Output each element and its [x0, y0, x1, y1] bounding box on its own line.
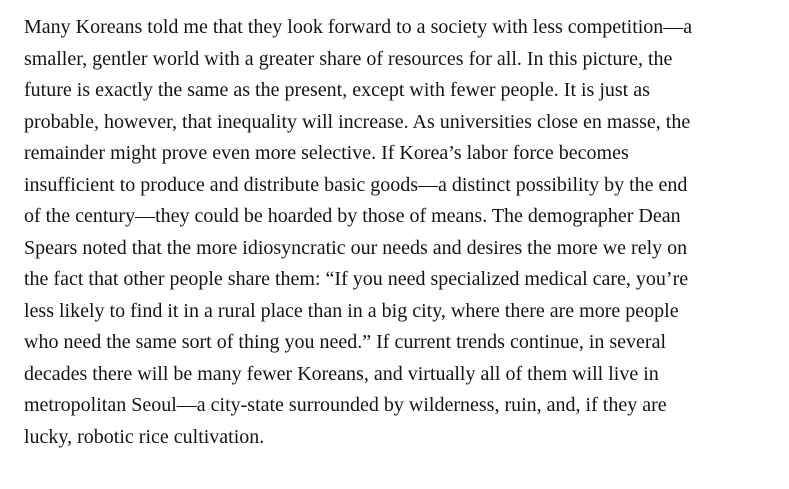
paragraph-line: decades there will be many fewer Koreans, and virtually all of them will live in: [24, 362, 659, 385]
article-paragraph: [24, 12, 769, 453]
paragraph-line: Spears noted that the more idiosyncratic our needs and desires the more we rely on: [24, 236, 688, 259]
paragraph-line: probable, however, that inequality will increase. As universities close en masse, the: [24, 110, 691, 133]
paragraph-line: remainder might prove even more selective. If Korea’s labor force becomes: [24, 142, 629, 164]
paragraph-line: future is exactly the same as the present, except with fewer people. It is just as: [24, 79, 650, 101]
paragraph-line: Many Koreans told me that they look forward to a society with less competition—a: [24, 16, 693, 38]
paragraph-line: lucky, robotic rice cultivation.: [24, 425, 265, 448]
paragraph-line: who need the same sort of thing you need.” If current trends continue, in several: [24, 331, 667, 353]
article-body: [24, 12, 769, 453]
paragraph-line: the fact that other people share them: “If you need specialized medical care, you’re: [24, 268, 689, 290]
paragraph-line: smaller, gentler world with a greater share of resources for all. In this picture, the: [24, 47, 673, 70]
paragraph-line: less likely to find it in a rural place than in a big city, where there are more people: [24, 299, 679, 322]
paragraph-line: insufficient to produce and distribute basic goods—a distinct possibility by the end: [24, 173, 688, 196]
paragraph-line: metropolitan Seoul—a city-state surrounded by wilderness, ruin, and, if they are: [24, 394, 667, 416]
paragraph-line: of the century—they could be hoarded by those of means. The demographer Dean: [24, 205, 681, 227]
